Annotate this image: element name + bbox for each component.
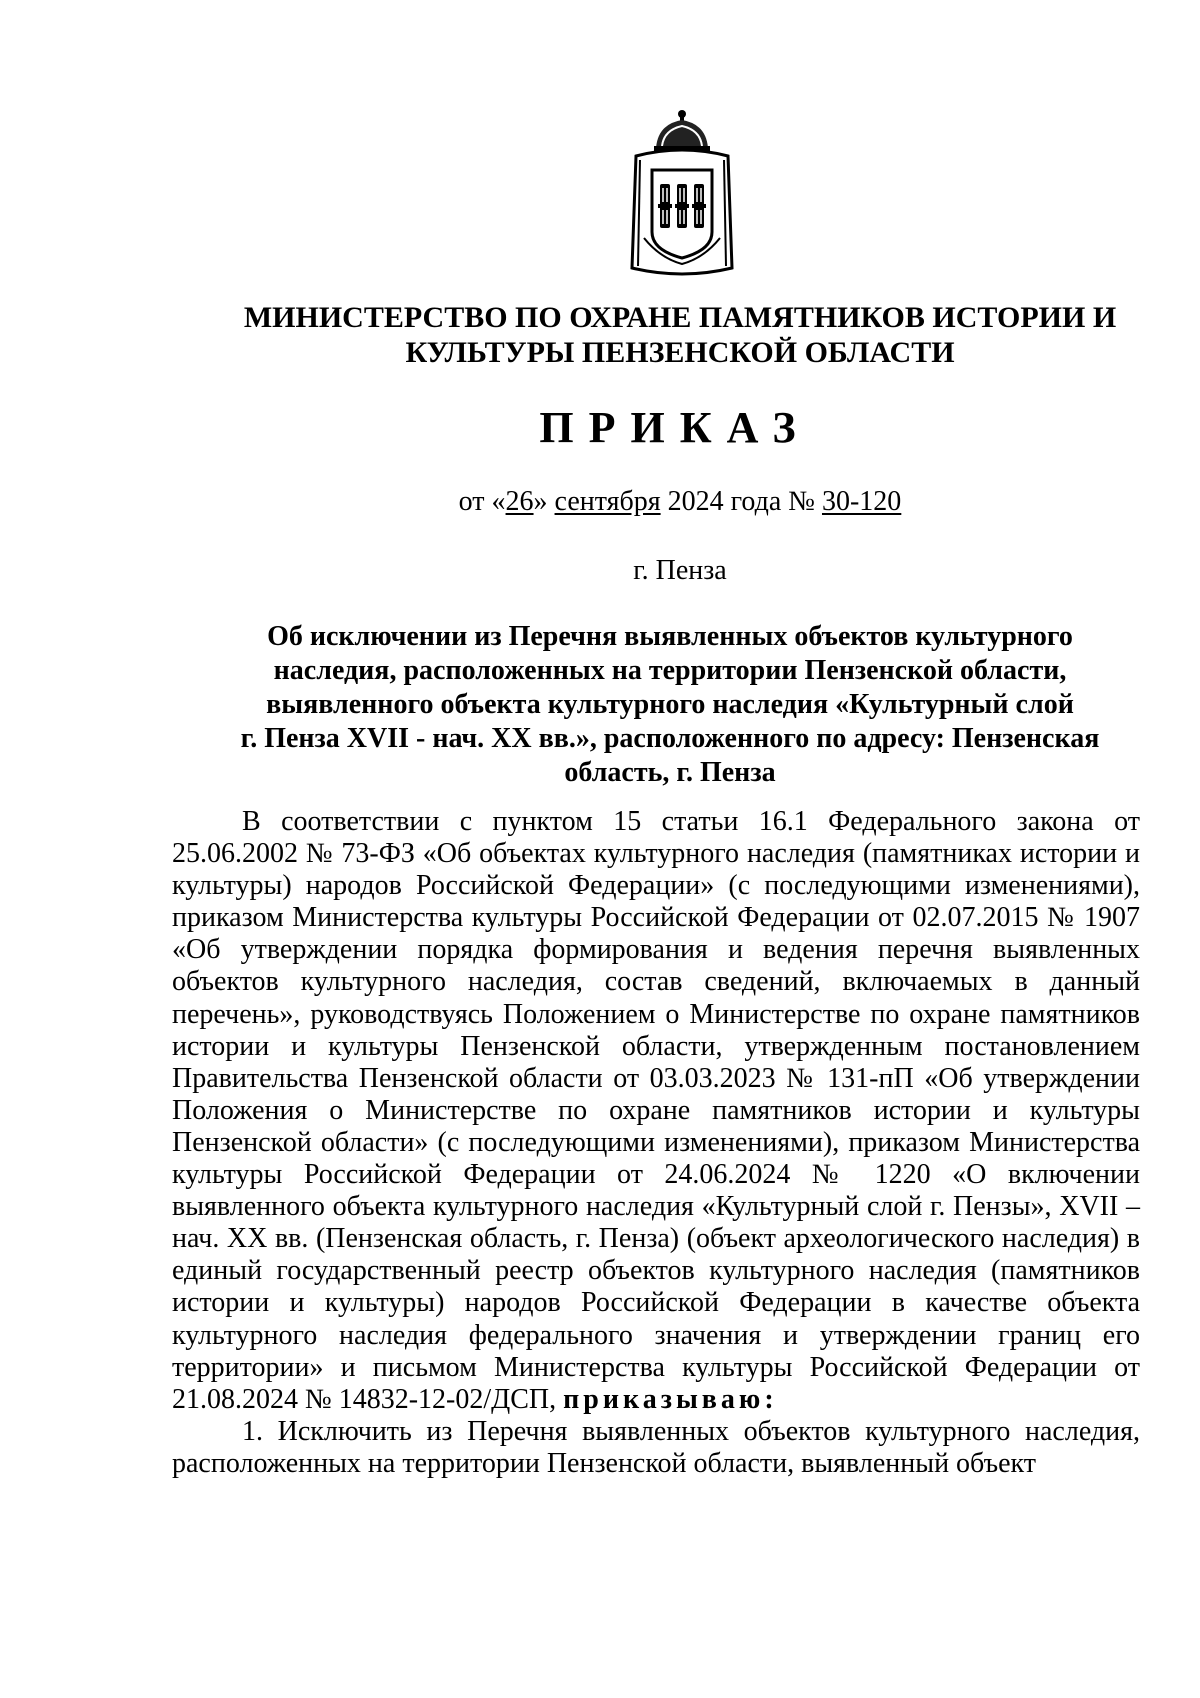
ministry-name-line1: МИНИСТЕРСТВО ПО ОХРАНЕ ПАМЯТНИКОВ ИСТОРИИ И: [243, 301, 1117, 334]
order-number: 30-120: [821, 486, 902, 517]
document-type-title: ПРИКАЗ: [539, 403, 811, 452]
ministry-name-line2: КУЛЬТУРЫ ПЕНЗЕНСКОЙ ОБЛАСТИ: [405, 336, 955, 369]
subject-line4: г. Пенза XVII - нач. XX вв.», расположенного по адресу: Пензенская: [240, 723, 1100, 754]
order-subject: [210, 620, 1130, 790]
preamble-paragraph: [172, 806, 1140, 1416]
subject-line3: выявленного объекта культурного наследия «Культурный слой: [266, 689, 1074, 720]
order-body: [172, 806, 1140, 1480]
date-prefix: от «: [458, 486, 506, 517]
directive-text: приказываю:: [563, 1383, 778, 1415]
ministry-name: [200, 300, 1160, 370]
date-day-close: »: [533, 486, 555, 517]
order-date-number: [380, 486, 980, 518]
preamble-text: В соответствии с пунктом 15 статьи 16.1 Федерального закона от 25.06.2002 № 73-ФЗ «Об объектах культурного наследия (памятниках истории и культуры) народов Российской Федерации» (с последующими изменениями), приказом Министерства культуры Российской Федерации от 02.07.2015 № 1907 «Об утверждении порядка формирования и ведения перечня выявленных объектов культурного наследия, состав сведений, включаемых в данный перечень», руководствуясь Положением о Министерстве по охране памятников истории и культуры Пензенской области, утвержденным постановлением Правительства Пензенской области от 03.03.2023 № 131-пП «Об утверждении Положения о Министерстве по охране памятников истории и культуры Пензенской области» (с последующими изменениями), приказом Министерства культуры Российской Федерации от 24.06.2024 № 1220 «О включении выявленного объекта культурного наследия «Культурный слой г. Пензы», XVII – нач. XX вв. (Пензенская область, г. Пенза) (объект археологического наследия) в единый государственный реестр объектов культурного наследия (памятников истории и культуры) народов Российской Федерации в качестве объекта культурного наследия федерального значения и утверждении границ его территории» и письмом Министерства культуры Российской Федерации от 21.08.2024 № 14832-12-02/ДСП,: [172, 806, 1140, 1415]
coat-of-arms-icon: [630, 108, 734, 278]
subject-line5: область, г. Пенза: [564, 757, 776, 788]
subject-line1: Об исключении из Перечня выявленных объектов культурного: [267, 621, 1073, 652]
date-day: 26: [505, 486, 534, 517]
date-year: 2024 года №: [660, 486, 822, 517]
city-name: г. Пенза: [633, 555, 727, 586]
subject-line2: наследия, расположенных на территории Пензенской области,: [273, 655, 1067, 686]
date-month: сентября: [554, 486, 661, 517]
item-1-paragraph: 1. Исключить из Перечня выявленных объектов культурного наследия, расположенных на территории Пензенской области, выявленный объект: [172, 1415, 1140, 1479]
